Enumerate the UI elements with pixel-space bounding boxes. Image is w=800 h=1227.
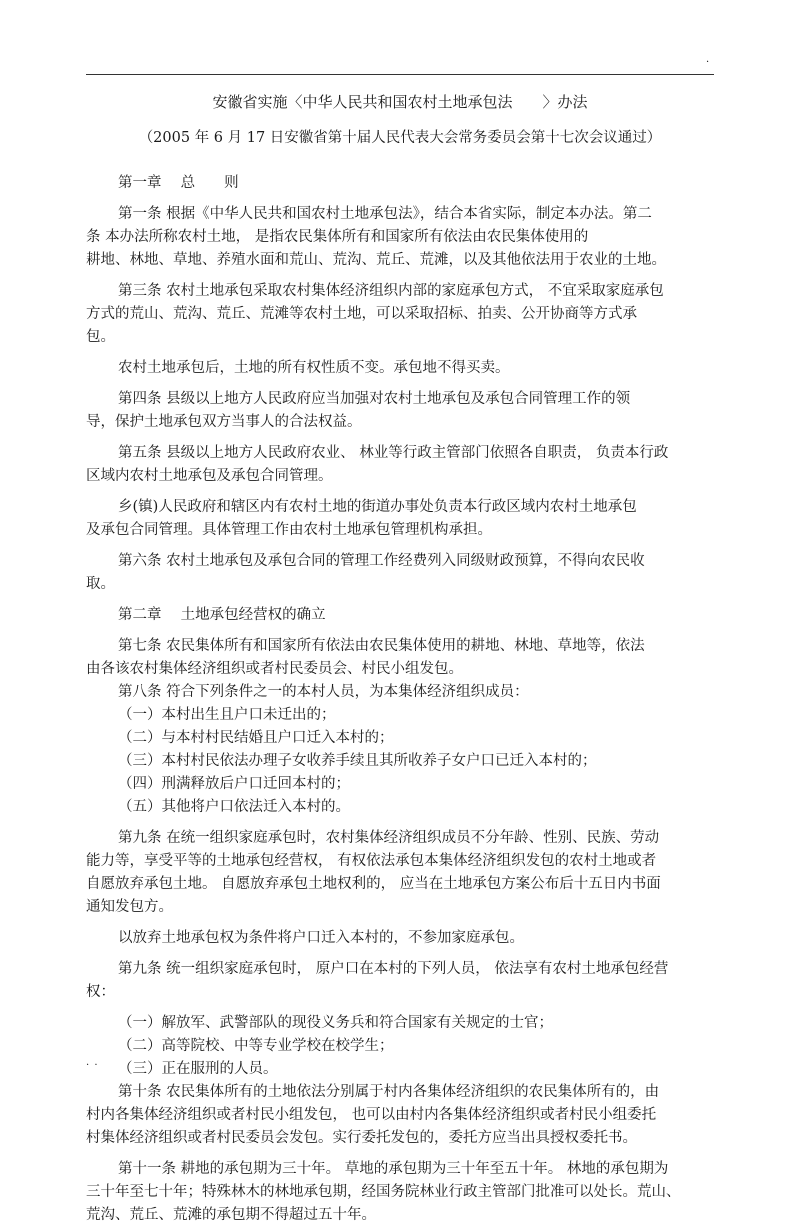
list-item: （二）高等院校、中等专业学校在校学生；	[118, 1038, 394, 1054]
list-item: （三）正在服刑的人员。	[118, 1061, 278, 1077]
article-line: 第三条 农村土地承包采取农村集体经济组织内部的家庭承包方式， 不宜采取家庭承包	[118, 283, 664, 299]
article-line: 第九条 在统一组织家庭承包时，农村集体经济组织成员不分年龄、性别、民族、劳动	[118, 830, 660, 846]
article-line: 第八条 符合下列条件之一的本村人员，为本集体经济组织成员：	[118, 684, 529, 700]
document-subtitle: （2005 年 6 月 17 日安徽省第十届人民代表大会常务委员会第十七次会议通过）	[138, 130, 662, 146]
header-rule	[86, 74, 714, 75]
article-line: 方式的荒山、荒沟、荒丘、荒滩等农村土地，可以采取招标、拍卖、公开协商等方式承	[86, 306, 637, 322]
list-item: （四）刑满释放后户口迁回本村的；	[118, 776, 350, 792]
list-item: （三）本村村民依法办理子女收养手续且其所收养子女户口已迁入本村的；	[118, 753, 597, 769]
article-line: 第五条 县级以上地方人民政府农业、 林业等行政主管部门依照各自职责， 负责本行政	[118, 445, 669, 461]
article-line: 第十一条 耕地的承包期为三十年。 草地的承包期为三十年至五十年。 林地的承包期为	[118, 1161, 669, 1177]
article-line: 第九条 统一组织家庭承包时， 原户口在本村的下列人员， 依法享有农村土地承包经营	[118, 961, 669, 977]
article-line: 第六条 农村土地承包及承包合同的管理工作经费列入同级财政预算，不得向农民收	[118, 553, 645, 569]
document-body	[86, 172, 714, 1227]
corner-mark: ·	[706, 57, 710, 68]
chapter-heading: 第一章 总 则	[118, 175, 239, 191]
article-line: 包。	[86, 329, 115, 345]
article-line: 第七条 农民集体所有和国家所有依法由农民集体使用的耕地、林地、草地等，依法	[118, 638, 645, 654]
article-line: 农村土地承包后，土地的所有权性质不变。承包地不得买卖。	[118, 360, 510, 376]
article-line: 及承包合同管理。具体管理工作由农村土地承包管理机构承担。	[86, 522, 492, 538]
list-item: （一）本村出生且户口未迁出的；	[118, 707, 336, 723]
list-item: （一）解放军、武警部队的现役义务兵和符合国家有关规定的士官；	[118, 1015, 553, 1031]
article-line: 第十条 农民集体所有的土地依法分别属于村内各集体经济组织的农民集体所有的，由	[118, 1084, 660, 1100]
article-line: 乡(镇)人民政府和辖区内有农村土地的街道办事处负责本行政区域内农村土地承包	[118, 499, 637, 515]
chapter-heading: 第二章 土地承包经营权的确立	[118, 607, 326, 623]
article-line: 荒沟、荒丘、荒滩的承包期不得超过五十年。	[86, 1207, 376, 1223]
article-line: 耕地、林地、草地、养殖水面和荒山、荒沟、荒丘、荒滩，以及其他依法用于农业的土地。	[86, 252, 666, 268]
list-item: （二）与本村村民结婚且户口迁入本村的；	[118, 730, 394, 746]
article-line: 导，保护土地承包双方当事人的合法权益。	[86, 414, 362, 430]
article-line: 第一条 根据《中华人民共和国农村土地承包法》，结合本省实际，制定本办法。第二	[118, 206, 652, 222]
article-line: 由各该农村集体经济组织或者村民委员会、村民小组发包。	[86, 661, 463, 677]
article-line: 第四条 县级以上地方人民政府应当加强对农村土地承包及承包合同管理工作的领	[118, 391, 631, 407]
footer-mark: . .	[86, 1057, 99, 1068]
list-item: （五）其他将户口依法迁入本村的。	[118, 799, 350, 815]
article-line: 取。	[86, 576, 115, 592]
article-line: 自愿放弃承包土地。 自愿放弃承包土地权利的， 应当在土地承包方案公布后十五日内书面	[86, 876, 661, 892]
article-line: 通知发包方。	[86, 899, 173, 915]
article-line: 条 本办法所称农村土地， 是指农民集体所有和国家所有依法由农民集体使用的	[86, 229, 589, 245]
article-line: 权：	[86, 984, 115, 1000]
article-line: 区域内农村土地承包及承包合同管理。	[86, 468, 333, 484]
article-line: 能力等，享受平等的土地承包经营权， 有权依法承包本集体经济组织发包的农村土地或者	[86, 853, 657, 869]
article-line: 三十年至七十年；特殊林木的林地承包期，经国务院林业行政主管部门批准可以处长。荒山、	[86, 1184, 681, 1200]
article-line: 村集体经济组织或者村民委员会发包。实行委托发包的，委托方应当出具授权委托书。	[86, 1130, 637, 1146]
article-line: 以放弃土地承包权为条件将户口迁入本村的，不参加家庭承包。	[118, 930, 524, 946]
article-line: 村内各集体经济组织或者村民小组发包， 也可以由村内各集体经济组织或者村民小组委托	[86, 1107, 657, 1123]
document-title: 安徽省实施〈中华人民共和国农村土地承包法 〉办法	[212, 93, 588, 111]
